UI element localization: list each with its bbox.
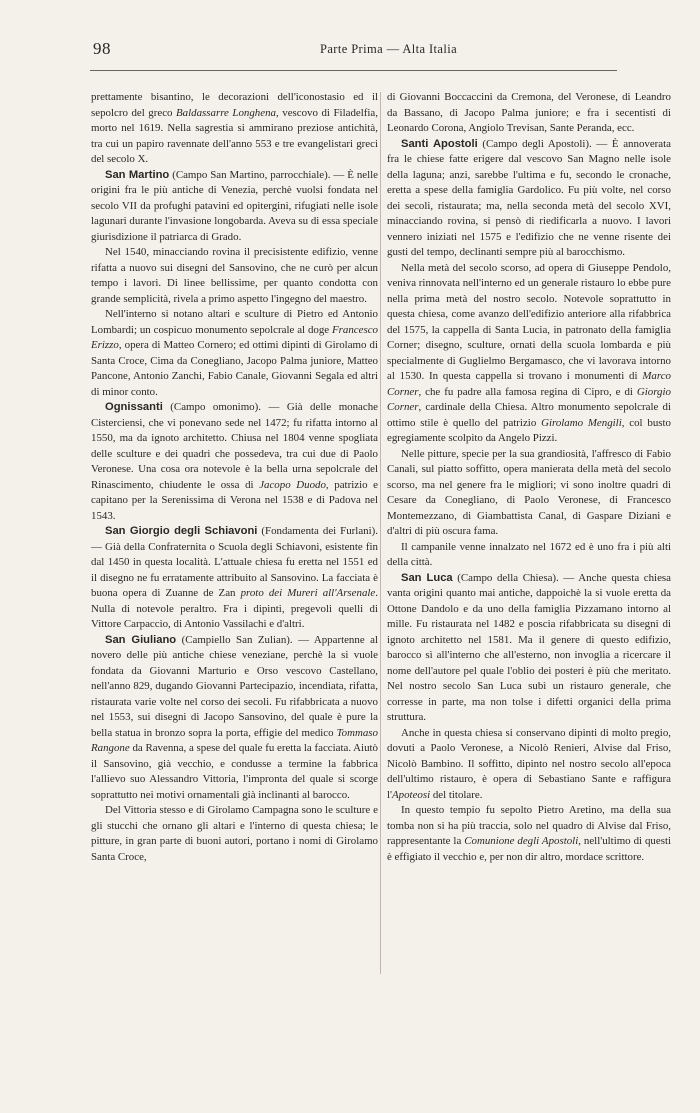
header-rule (90, 70, 617, 71)
paragraph-san-giuliano: San Giuliano (Campiello San Zulian). — Appartenne al novero delle più antiche chiese veneziane, perchè la si vuole fondata da Giovanni Marturio e Orso vescovo Castellano, nell'anno 829, dugando Giovanni Partecipazio, incendiata, rifatta, ristaurata varie volte nel corso dei secoli. Fu rifabbricata a nuovo nel 1553, sui disegni di Jacopo Sansovino, del quale è pure la bella statua in bronzo sopra la porta, effigie del medico Tommaso Rangone da Ravenna, a spese del quale fu eretta la facciata. Aiutò il Sansovino, già vecchio, e condusse a termine la fabbrica l'allievo suo Alessandro Vittoria, l'impronta del quale si scorge soprattutto nei motivi ornamentali già inclinanti al barocco. (91, 633, 378, 801)
paragraph-san-giorgio: San Giorgio degli Schiavoni (Fondamenta dei Furlani). — Già della Confraternita o Scuola degli Schiavoni, esistente fin dal 1450 in questa località. L'attuale chiesa fu eretta nel 1551 ed il disegno ne fu erratamente attribuito al Sansovino. La facciata è buona opera di Zuanne de Zan proto dei Mureri all'Arsenale. Nulla di notevole peraltro. Fra i dipinti, pregevoli quelli di Vittore Carpaccio, di Antonio Vassilachi e d'altri. (91, 525, 378, 630)
paragraph-campanile: Il campanile venne innalzato nel 1672 ed è uno fra i più alti della città. (387, 540, 671, 568)
paragraph-san-luca: San Luca (Campo della Chiesa). — Anche questa chiesa vanta origini quanto mai antiche, dappoichè la si vuole eretta da Ottone Dandolo e da uno della famiglia Pizzamano intorno al mille. Fu ristaurata nel 1482 e poscia rifabbricata su disegni di ignoto architetto nel 1581. Ma il genere di questo edifizio, barocco sì all'interno che all'esterno, non invoglia a ricercare il nome dell'autore pel quale l'oblio dei posteri è più che meritato. Nel nostro secolo San Luca subì un ristauro generale, che corresse in parte, ma non tolse i difetti organici della prima struttura. (387, 571, 671, 723)
entry-heading: San Martino (105, 168, 170, 181)
paragraph-san-martino: San Martino (Campo San Martino, parrocchiale). — È nelle origini fra le più antiche di Venezia, perchè vuolsi fondata nel secolo VII da profughi patavini ed opitergini, rifugiati nelle isole lagunari durante l'invasione longobarda. Aveva su di essa speciale giurisdizione il patriarca di Grado. (91, 168, 378, 243)
paragraph-aretino: In questo tempio fu sepolto Pietro Aretino, ma della sua tomba non si ha più traccia, solo nel quadro di Alvise dal Friso, rappresentante la Comunione degli Apostoli, nell'ultimo di questi è effigiato il vecchio e, per non dir altro, mordace scrittore. (387, 804, 671, 863)
paragraph-pitture: Nelle pitture, specie per la sua grandiosità, l'affresco di Fabio Canali, sul piatto soffitto, opera manierata della metà del secolo scorso, ma nel genere fra le migliori; vi sono inoltre quadri di Cesare da Conegliano, di Paolo Veronese, di Francesco Montemezzano, di Giambattista Canal, di Gaspare Diziani e d'altri di più oscura fama. (387, 447, 671, 537)
right-column (387, 90, 671, 865)
paragraph-ognissanti: Ognissanti (Campo omonimo). — Già delle monache Cisterciensi, che vi ponevano sede nel 1472; fu rifatta intorno al 1550, ma da ignoto architetto. Chiusa nel 1804 venne spogliata delle sculture e dei quadri che possedeva, tra cui due di Paolo Veronese. Una cosa ora notevole è la bella urna sepolcrale del Rinascimento, chiudente le ossa di Jacopo Duodo, patrizio e capitano per la Serenissima di Verona nel 1538 e di Padova nel 1543. (91, 401, 378, 522)
entry-heading: San Giuliano (105, 633, 177, 646)
paragraph-vittoria: Del Vittoria stesso e di Girolamo Campagna sono le sculture e gli stucchi che ornano gli altari e l'interno di questa chiesa; le pitture, in gran parte di buoni autori, portano i nomi di Girolamo Santa Croce, (91, 804, 378, 863)
left-column (91, 90, 378, 865)
paragraph-santi-apostoli: Santi Apostoli (Campo degli Apostoli). — È annoverata fra le chiese fatte erigere dal vescovo San Magno nelle isole della laguna; anzi, sarebbe l'ultima e fu, secondo le cronache, eretta a spese della famiglia Gardolico. Fu più volte, nel corso dei secoli, ristaurata; ma, nella seconda metà del secolo XVI, minacciando rovina, si pensò di riedificarla a nuovo. I lavori vennero iniziati nel 1575 e l'edifizio che ne venne risente dei gusti del tempo, declinanti sempre più al barocchismo. (387, 137, 671, 258)
paragraph-dipinti: Anche in questa chiesa si conservano dipinti di molto pregio, dovuti a Paolo Veronese, a Nicolò Renieri, Alvise dal Friso, Nicolò Bambino. Il soffitto, dipinto nel nostro secolo all'epoca dell'ultimo ristauro, è opera di Sebastiano Sante e raffigura l'Apoteosi del titolare. (387, 726, 671, 801)
page-number: 98 (93, 39, 111, 58)
entry-heading: Santi Apostoli (401, 137, 478, 150)
paragraph-1540: Nel 1540, minacciando rovina il precisistente edifizio, venne rifatta a nuovo sui disegni del Sansovino, che ne curò per alcun tempo i lavori. Di linee bellissime, per quanto condotta con grande semplicità, rivela a primo aspetto l'ingegno del maestro. (91, 246, 378, 305)
entry-heading: San Luca (401, 571, 453, 584)
entry-heading: Ognissanti (105, 401, 163, 413)
running-title: Parte Prima — Alta Italia (320, 42, 458, 56)
column-divider (380, 92, 381, 974)
paragraph-interno: Nell'interno si notano altari e sculture di Pietro ed Antonio Lombardi; un cospicuo monumento sepolcrale al doge Francesco Erizzo, opera di Matteo Cornero; ed ottimi dipinti di Girolamo di Santa Croce, Cima da Conegliano, Jacopo Palma juniore, Matteo Pancone, Antonio Zanchi, Fabio Canale, Giovanni Segala ed altri di minor conto. (91, 308, 378, 398)
paragraph-boccaccini: di Giovanni Boccaccini da Cremona, del Veronese, di Leandro da Bassano, di Jacopo Palma juniore; e fra i secentisti di Leonardo Corona, Angiolo Trevisan, Sante Peranda, ecc. (387, 91, 671, 134)
entry-heading: San Giorgio degli Schiavoni (105, 525, 258, 537)
paragraph-iconostasio: prettamente bisantino, le decorazioni dell'iconostasio ed il sepolcro del greco Baldassarre Longhena, vescovo di Filadelfia, morto nel 1619. Nella sagrestia si ammirano preziose antichità, tra cui un papiro ravennate dell'anno 553 e tre evangelistari greci del secolo X. (91, 91, 378, 165)
paragraph-pendolo: Nella metà del secolo scorso, ad opera di Giuseppe Pendolo, veniva rinnovata nell'interno ed un generale ristauro lo ebbe pure nella prima metà del nostro secolo. Notevole soprattutto in questa chiesa, come avanzo dell'edifizio anteriore alla rifabbrica del 1575, la cappella di Santa Lucia, in patronato della famiglia Corner; disegno, sculture, ornati della scuola lombarda e più specialmente di Guglielmo Bergamasco, che vi lavorava intorno al 1530. In questa cappella si trovano i monumenti di Marco Corner, che fu padre alla famosa regina di Cipro, e di Giorgio Corner, cardinale della Chiesa. Altro monumento sepolcrale di ottimo stile è quello del patrizio Girolamo Mengili, col busto egregiamente scolpito da Angelo Pizzi. (387, 261, 671, 444)
